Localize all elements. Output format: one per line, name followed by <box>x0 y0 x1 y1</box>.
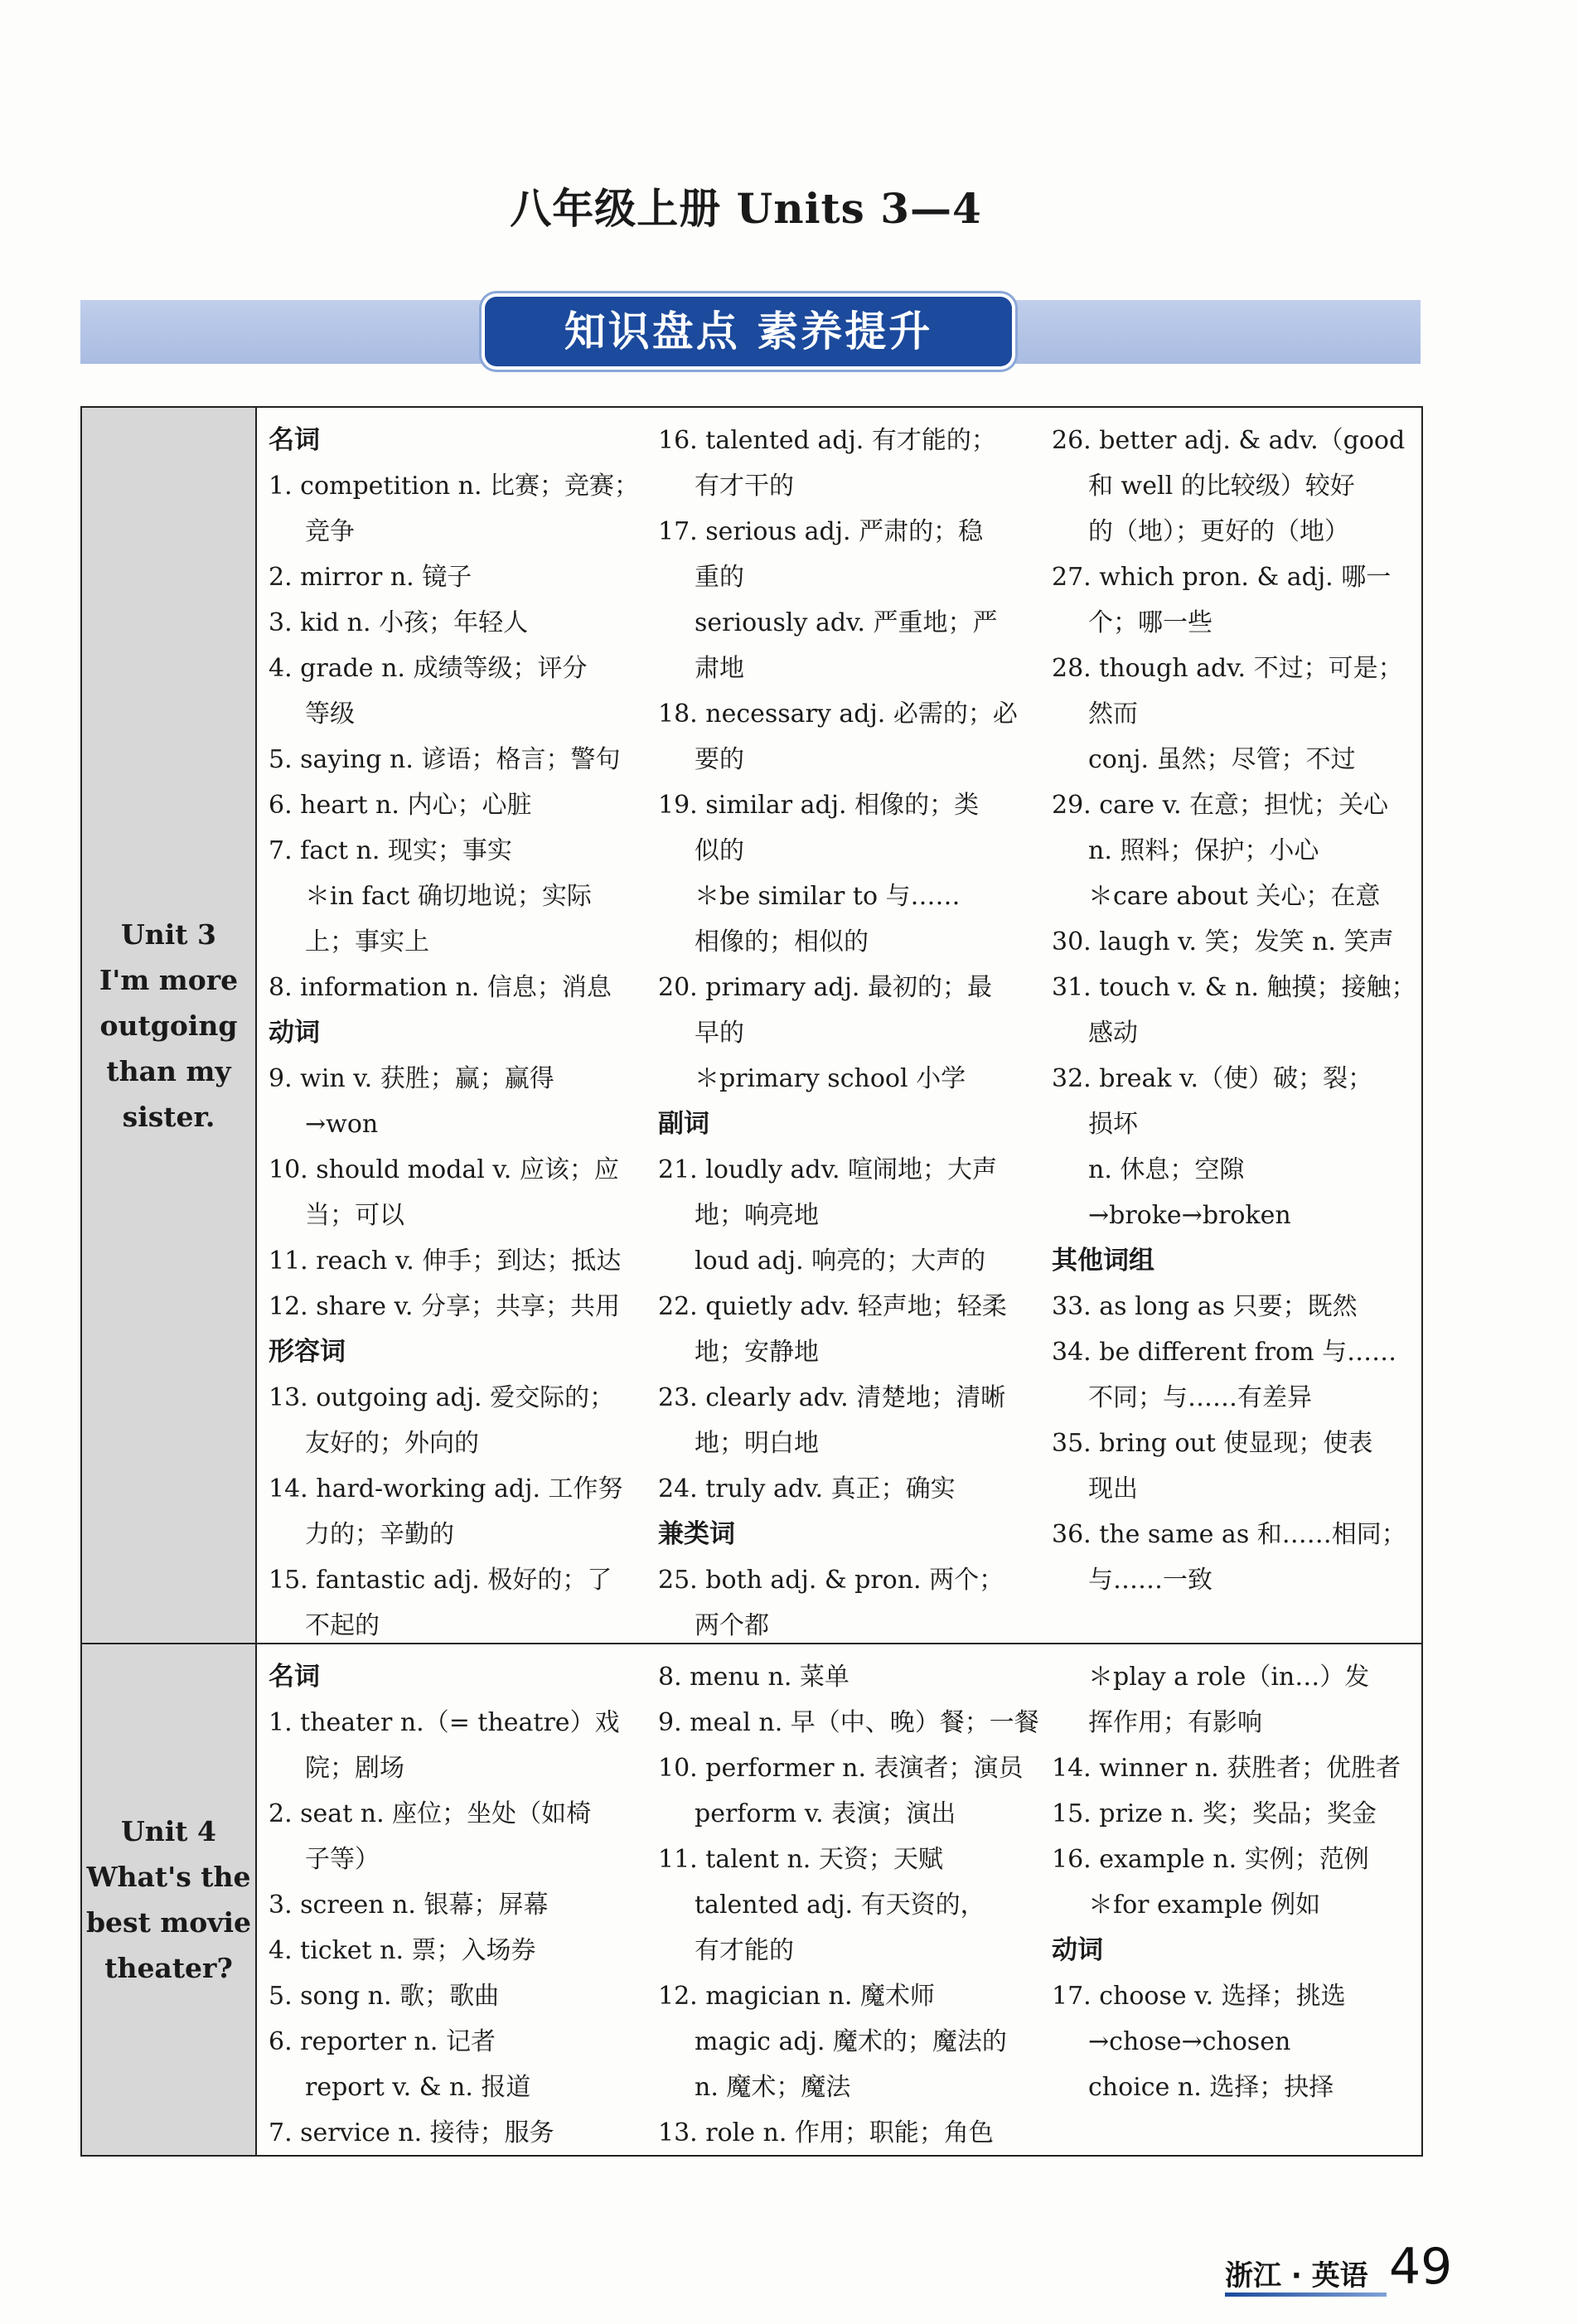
vocab-entry-line: 5. song n. 歌；歌曲 <box>269 1982 500 2011</box>
vocab-entry-line: 和 well 的比较级）较好 <box>1088 472 1355 501</box>
vocab-entry-line: 17. choose v. 选择；挑选 <box>1052 1982 1346 2011</box>
unit-4-content <box>257 1644 1434 2155</box>
vocab-entry-line: 个；哪一些 <box>1088 608 1213 637</box>
vocab-entry-line: 6. heart n. 内心；心脏 <box>269 791 532 820</box>
vocab-entry-line: loud adj. 响亮的；大声的 <box>695 1247 986 1276</box>
vocab-entry-line: 11. reach v. 伸手；到达；抵达 <box>269 1247 622 1276</box>
vocab-entry-line: 6. reporter n. 记者 <box>269 2027 496 2056</box>
unit-label-line: Unit 4 <box>120 1815 216 1847</box>
vocab-entry-line: 35. bring out 使显现；使表 <box>1052 1429 1373 1458</box>
vocab-entry-line: 16. talented adj. 有才能的； <box>658 426 996 455</box>
section-heading: 动词 <box>269 1018 320 1048</box>
vocab-entry-line: 23. clearly adv. 清楚地；清晰 <box>658 1383 1006 1412</box>
vocab-entry-line: 然而 <box>1088 700 1138 729</box>
unit-4-row <box>82 1644 1421 2155</box>
section-heading: 副词 <box>658 1109 709 1139</box>
vocab-entry-line: 要的 <box>695 745 744 774</box>
column-3 <box>1040 1654 1434 2155</box>
unit-3-label <box>82 408 257 1643</box>
vocab-entry-line: 30. laugh v. 笑；发笑 n. 笑声 <box>1052 927 1394 956</box>
vocab-entry-line: 13. outgoing adj. 爱交际的； <box>269 1383 615 1412</box>
vocab-entry-line: 的（地）；更好的（地） <box>1088 517 1349 546</box>
vocab-entry-line: choice n. 选择；抉择 <box>1088 2073 1334 2102</box>
vocab-entry-line: n. 照料；保护；小心 <box>1088 836 1319 865</box>
column-1 <box>257 1654 646 2155</box>
section-heading: 形容词 <box>269 1337 346 1367</box>
vocab-entry-line: 8. menu n. 菜单 <box>658 1663 850 1692</box>
vocab-entry-line: 有才能的 <box>695 1936 794 1965</box>
page-footer <box>1225 2238 1453 2304</box>
vocab-entry-line: 14. hard-working adj. 工作努 <box>269 1474 623 1503</box>
unit-4-label <box>82 1644 257 2155</box>
vocab-entry-line: 与……一致 <box>1088 1566 1213 1595</box>
vocab-entry-line: 5. saying n. 谚语；格言；警句 <box>269 745 621 774</box>
vocab-entry-line: 15. prize n. 奖；奖品；奖金 <box>1052 1799 1377 1828</box>
vocab-entry-line: 2. seat n. 座位；坐处（如椅 <box>269 1799 592 1828</box>
vocab-entry-line: 相像的；相似的 <box>695 927 869 956</box>
unit-label-line: Unit 3 <box>120 917 216 951</box>
vocab-entry-line: 7. service n. 接待；服务 <box>269 2118 554 2147</box>
vocab-entry-line: 36. the same as 和……相同； <box>1052 1520 1406 1549</box>
vocab-entry-line: 33. as long as 只要；既然 <box>1052 1292 1358 1321</box>
vocab-entry-line: 肃地 <box>695 654 744 683</box>
vocab-entry-line: 21. loudly adv. 喧闹地；大声 <box>658 1155 998 1184</box>
vocab-entry-line: 地；安静地 <box>695 1338 819 1367</box>
vocab-entry-line: →won <box>305 1110 379 1139</box>
vocab-entry-line: 重的 <box>695 563 744 592</box>
vocab-entry-line: ＊for example 例如 <box>1088 1891 1321 1920</box>
vocab-entry-line: →broke→broken <box>1088 1201 1291 1230</box>
vocab-entry-line: 上；事实上 <box>305 927 429 956</box>
vocab-entry-line: 竞争 <box>305 517 355 546</box>
vocab-entry-line: 7. fact n. 现实；事实 <box>269 836 512 865</box>
vocab-entry-line: 3. kid n. 小孩；年轻人 <box>269 608 529 637</box>
vocab-entry-line: 2. mirror n. 镜子 <box>269 563 472 592</box>
vocab-entry-line: 两个都 <box>695 1611 769 1640</box>
vocab-entry-line: 4. ticket n. 票；入场券 <box>269 1936 536 1965</box>
vocab-entry-line: 似的 <box>695 836 744 865</box>
vocab-entry-line: 12. share v. 分享；共享；共用 <box>269 1292 620 1321</box>
vocab-entry-line: 地；明白地 <box>695 1429 819 1458</box>
vocab-entry-line: report v. & n. 报道 <box>305 2073 531 2102</box>
vocab-entry-line: 25. both adj. & pron. 两个； <box>658 1566 1004 1595</box>
vocab-entry-line: talented adj. 有天资的， <box>695 1891 985 1920</box>
vocab-entry-line: ＊primary school 小学 <box>695 1064 966 1093</box>
vocab-entry-line: magic adj. 魔术的；魔法的 <box>695 2027 1007 2056</box>
vocab-entry-line: ＊play a role（in…）发 <box>1088 1663 1370 1692</box>
vocab-entry-line: 31. touch v. & n. 触摸；接触； <box>1052 973 1416 1002</box>
unit-label-line: best movie <box>85 1906 251 1939</box>
column-2 <box>646 418 1040 1643</box>
vocab-entry-line: conj. 虽然；尽管；不过 <box>1088 745 1356 774</box>
vocab-entry-line: 28. though adv. 不过；可是； <box>1052 654 1403 683</box>
vocab-entry-line: →chose→chosen <box>1088 2027 1291 2056</box>
vocab-entry-line: 19. similar adj. 相像的；类 <box>658 791 980 820</box>
vocab-entry-line: 32. break v.（使）破；裂； <box>1052 1064 1373 1093</box>
vocab-entry-line: 当；可以 <box>305 1201 404 1230</box>
footer-underline <box>1225 2293 1387 2297</box>
vocab-entry-line: ＊be similar to 与…… <box>695 882 961 911</box>
vocab-entry-line: ＊care about 关心；在意 <box>1088 882 1381 911</box>
vocab-entry-line: 29. care v. 在意；担忧；关心 <box>1052 791 1389 820</box>
section-heading: 名词 <box>269 1662 320 1692</box>
section-heading: 兼类词 <box>658 1519 735 1549</box>
section-heading: 动词 <box>1052 1935 1103 1965</box>
column-2 <box>646 1654 1040 2155</box>
unit-label-line: theater? <box>104 1952 233 1984</box>
section-banner: 知识盘点 素养提升 <box>485 297 1012 366</box>
vocab-entry-line: 有才干的 <box>695 472 794 501</box>
vocab-entry-line: 3. screen n. 银幕；屏幕 <box>269 1891 549 1920</box>
vocab-entry-line: 早的 <box>695 1019 744 1048</box>
vocab-entry-line: n. 魔术；魔法 <box>695 2073 851 2102</box>
column-1 <box>257 418 646 1643</box>
vocab-entry-line: 15. fantastic adj. 极好的；了 <box>269 1566 612 1595</box>
vocab-entry-line: n. 休息；空隙 <box>1088 1155 1245 1184</box>
vocab-entry-line: 9. win v. 获胜；赢；赢得 <box>269 1064 554 1093</box>
vocab-entry-line: 等级 <box>305 700 355 729</box>
page-title: 八年级上册 Units 3—4 <box>510 184 982 233</box>
footer-label: 浙江 · 英语 <box>1225 2259 1368 2293</box>
unit-label-line: than my <box>106 1054 231 1087</box>
vocab-entry-line: 26. better adj. & adv.（good <box>1052 426 1406 455</box>
vocab-entry-line: ＊in fact 确切地说；实际 <box>305 882 592 911</box>
unit-label-line: I'm more <box>99 963 239 996</box>
vocab-entry-line: 损坏 <box>1088 1110 1138 1139</box>
column-3 <box>1040 418 1434 1643</box>
vocab-entry-line: 34. be different from 与…… <box>1052 1338 1397 1367</box>
vocab-entry-line: 11. talent n. 天资；天赋 <box>658 1845 943 1874</box>
vocab-entry-line: 17. serious adj. 严肃的；稳 <box>658 517 984 546</box>
vocab-entry-line: 18. necessary adj. 必需的；必 <box>658 700 1018 729</box>
unit-3-content <box>257 408 1434 1643</box>
vocab-entry-line: 14. winner n. 获胜者；优胜者 <box>1052 1754 1401 1783</box>
vocab-entry-line: 16. example n. 实例；范例 <box>1052 1845 1369 1874</box>
vocab-entry-line: 现出 <box>1088 1474 1138 1503</box>
unit-label-line: sister. <box>122 1100 215 1133</box>
vocab-entry-line: 1. competition n. 比赛；竞赛； <box>269 472 640 501</box>
vocab-entry-line: 地；响亮地 <box>695 1201 819 1230</box>
vocab-entry-line: 10. should modal v. 应该；应 <box>269 1155 619 1184</box>
vocab-entry-line: 挥作用；有影响 <box>1088 1708 1262 1737</box>
vocab-entry-line: 24. truly adv. 真正；确实 <box>658 1474 956 1503</box>
vocab-entry-line: 力的；辛勤的 <box>305 1520 454 1549</box>
vocab-entry-line: 感动 <box>1088 1019 1138 1048</box>
vocab-entry-line: 27. which pron. & adj. 哪一 <box>1052 563 1392 592</box>
vocab-entry-line: 10. performer n. 表演者；演员 <box>658 1754 1024 1783</box>
unit-3-row <box>82 408 1421 1644</box>
vocab-entry-line: 不起的 <box>305 1611 380 1640</box>
vocab-entry-line: 1. theater n.（= theatre）戏 <box>269 1708 620 1737</box>
vocabulary-table <box>80 406 1423 2157</box>
vocab-entry-line: 20. primary adj. 最初的；最 <box>658 973 993 1002</box>
section-heading: 名词 <box>269 425 320 455</box>
vocab-entry-line: 9. meal n. 早（中、晚）餐；一餐 <box>658 1708 1039 1737</box>
vocab-entry-line: 12. magician n. 魔术师 <box>658 1982 935 2011</box>
vocab-entry-line: perform v. 表演；演出 <box>695 1799 956 1828</box>
vocab-entry-line: 院；剧场 <box>305 1754 404 1783</box>
vocab-entry-line: 4. grade n. 成绩等级；评分 <box>269 654 588 683</box>
section-heading: 其他词组 <box>1052 1246 1154 1276</box>
vocab-entry-line: 8. information n. 信息；消息 <box>269 973 612 1002</box>
vocab-entry-line: 子等） <box>305 1845 380 1874</box>
unit-label-line: What's the <box>86 1861 251 1893</box>
page-number: 49 <box>1389 2238 1453 2296</box>
vocab-entry-line: 13. role n. 作用；职能；角色 <box>658 2118 994 2147</box>
unit-label-line: outgoing <box>99 1009 238 1042</box>
vocab-entry-line: 22. quietly adv. 轻声地；轻柔 <box>658 1292 1007 1321</box>
vocab-entry-line: 友好的；外向的 <box>305 1429 479 1458</box>
vocab-entry-line: seriously adv. 严重地；严 <box>695 608 998 637</box>
vocab-entry-line: 不同；与……有差异 <box>1088 1383 1312 1412</box>
